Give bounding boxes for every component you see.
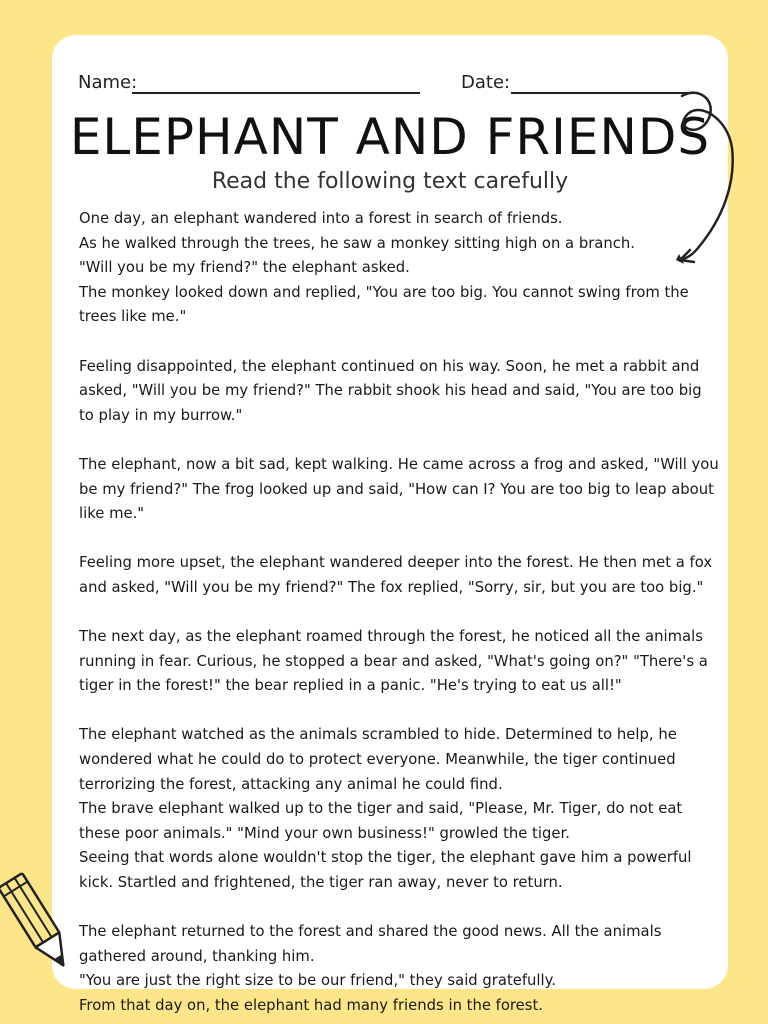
story-line: One day, an elephant wandered into a forest in search of friends.: [79, 210, 563, 227]
story-paragraph-7: [79, 920, 719, 1018]
story-paragraph-4: [79, 551, 719, 600]
date-label: Date:: [461, 72, 511, 93]
story-line: Feeling more upset, the elephant wandered deeper into the forest. He then met a fox and asked, "Will you be my friend?" The fox replied, "Sorry, sir, but you are too big.": [79, 554, 713, 596]
story-line: "You are just the right size to be our friend," they said gratefully.: [79, 972, 557, 990]
story-line: The brave elephant walked up to the tiger and said, "Please, Mr. Tiger, do not eat these poor animals." "Mind your own business!" growled the tiger.: [79, 800, 683, 842]
story-line: From that day on, the elephant had many friends in the forest.: [79, 997, 543, 1014]
story-line: As he walked through the trees, he saw a monkey sitting high on a branch.: [79, 234, 635, 252]
story-line: The elephant, now a bit sad, kept walking. He came across a frog and asked, "Will you be my friend?" The frog looked up and said, "How can I? You are too big to leap about like me.": [79, 455, 719, 523]
pencil-icon: [0, 868, 80, 988]
story-text: [79, 207, 719, 1019]
name-label: Name:: [78, 72, 138, 93]
name-field-line[interactable]: [132, 92, 420, 94]
story-line: Feeling disappointed, the elephant continued on his way. Soon, he met a rabbit and asked, "Will you be my friend?" The rabbit shook his head and said, "You are too big to play in my burrow.": [79, 357, 702, 424]
story-line: The elephant watched as the animals scrambled to hide. Determined to help, he wondered what he could do to protect everyone. Meanwhile, the tiger continued terrorizing the forest, attacking any animal he could find.: [79, 726, 677, 793]
story-line: Seeing that words alone wouldn't stop the tiger, the elephant gave him a powerful kick. Startled and frightened, the tiger ran away, never to return.: [79, 849, 692, 892]
story-line: "Will you be my friend?" the elephant asked.: [79, 259, 410, 277]
story-line: The monkey looked down and replied, "You are too big. You cannot swing from the trees like me.": [79, 283, 689, 326]
story-paragraph-5: [79, 625, 719, 699]
story-paragraph-2: [79, 355, 719, 429]
story-paragraph-3: [79, 453, 719, 527]
header-fields: [78, 70, 698, 100]
page-title: ELEPHANT AND FRIENDS: [69, 108, 711, 166]
story-paragraph-1: [79, 207, 719, 330]
story-line: The elephant returned to the forest and shared the good news. All the animals gathered around, thanking him.: [79, 923, 662, 965]
story-paragraph-6: [79, 723, 719, 895]
story-line: The next day, as the elephant roamed through the forest, he noticed all the animals running in fear. Curious, he stopped a bear and asked, "What's going on?" "There's a tiger in the forest!" the bear replied in a panic. "He's trying to eat us all!": [79, 628, 708, 695]
page-subtitle: Read the following text carefully: [211, 169, 569, 194]
